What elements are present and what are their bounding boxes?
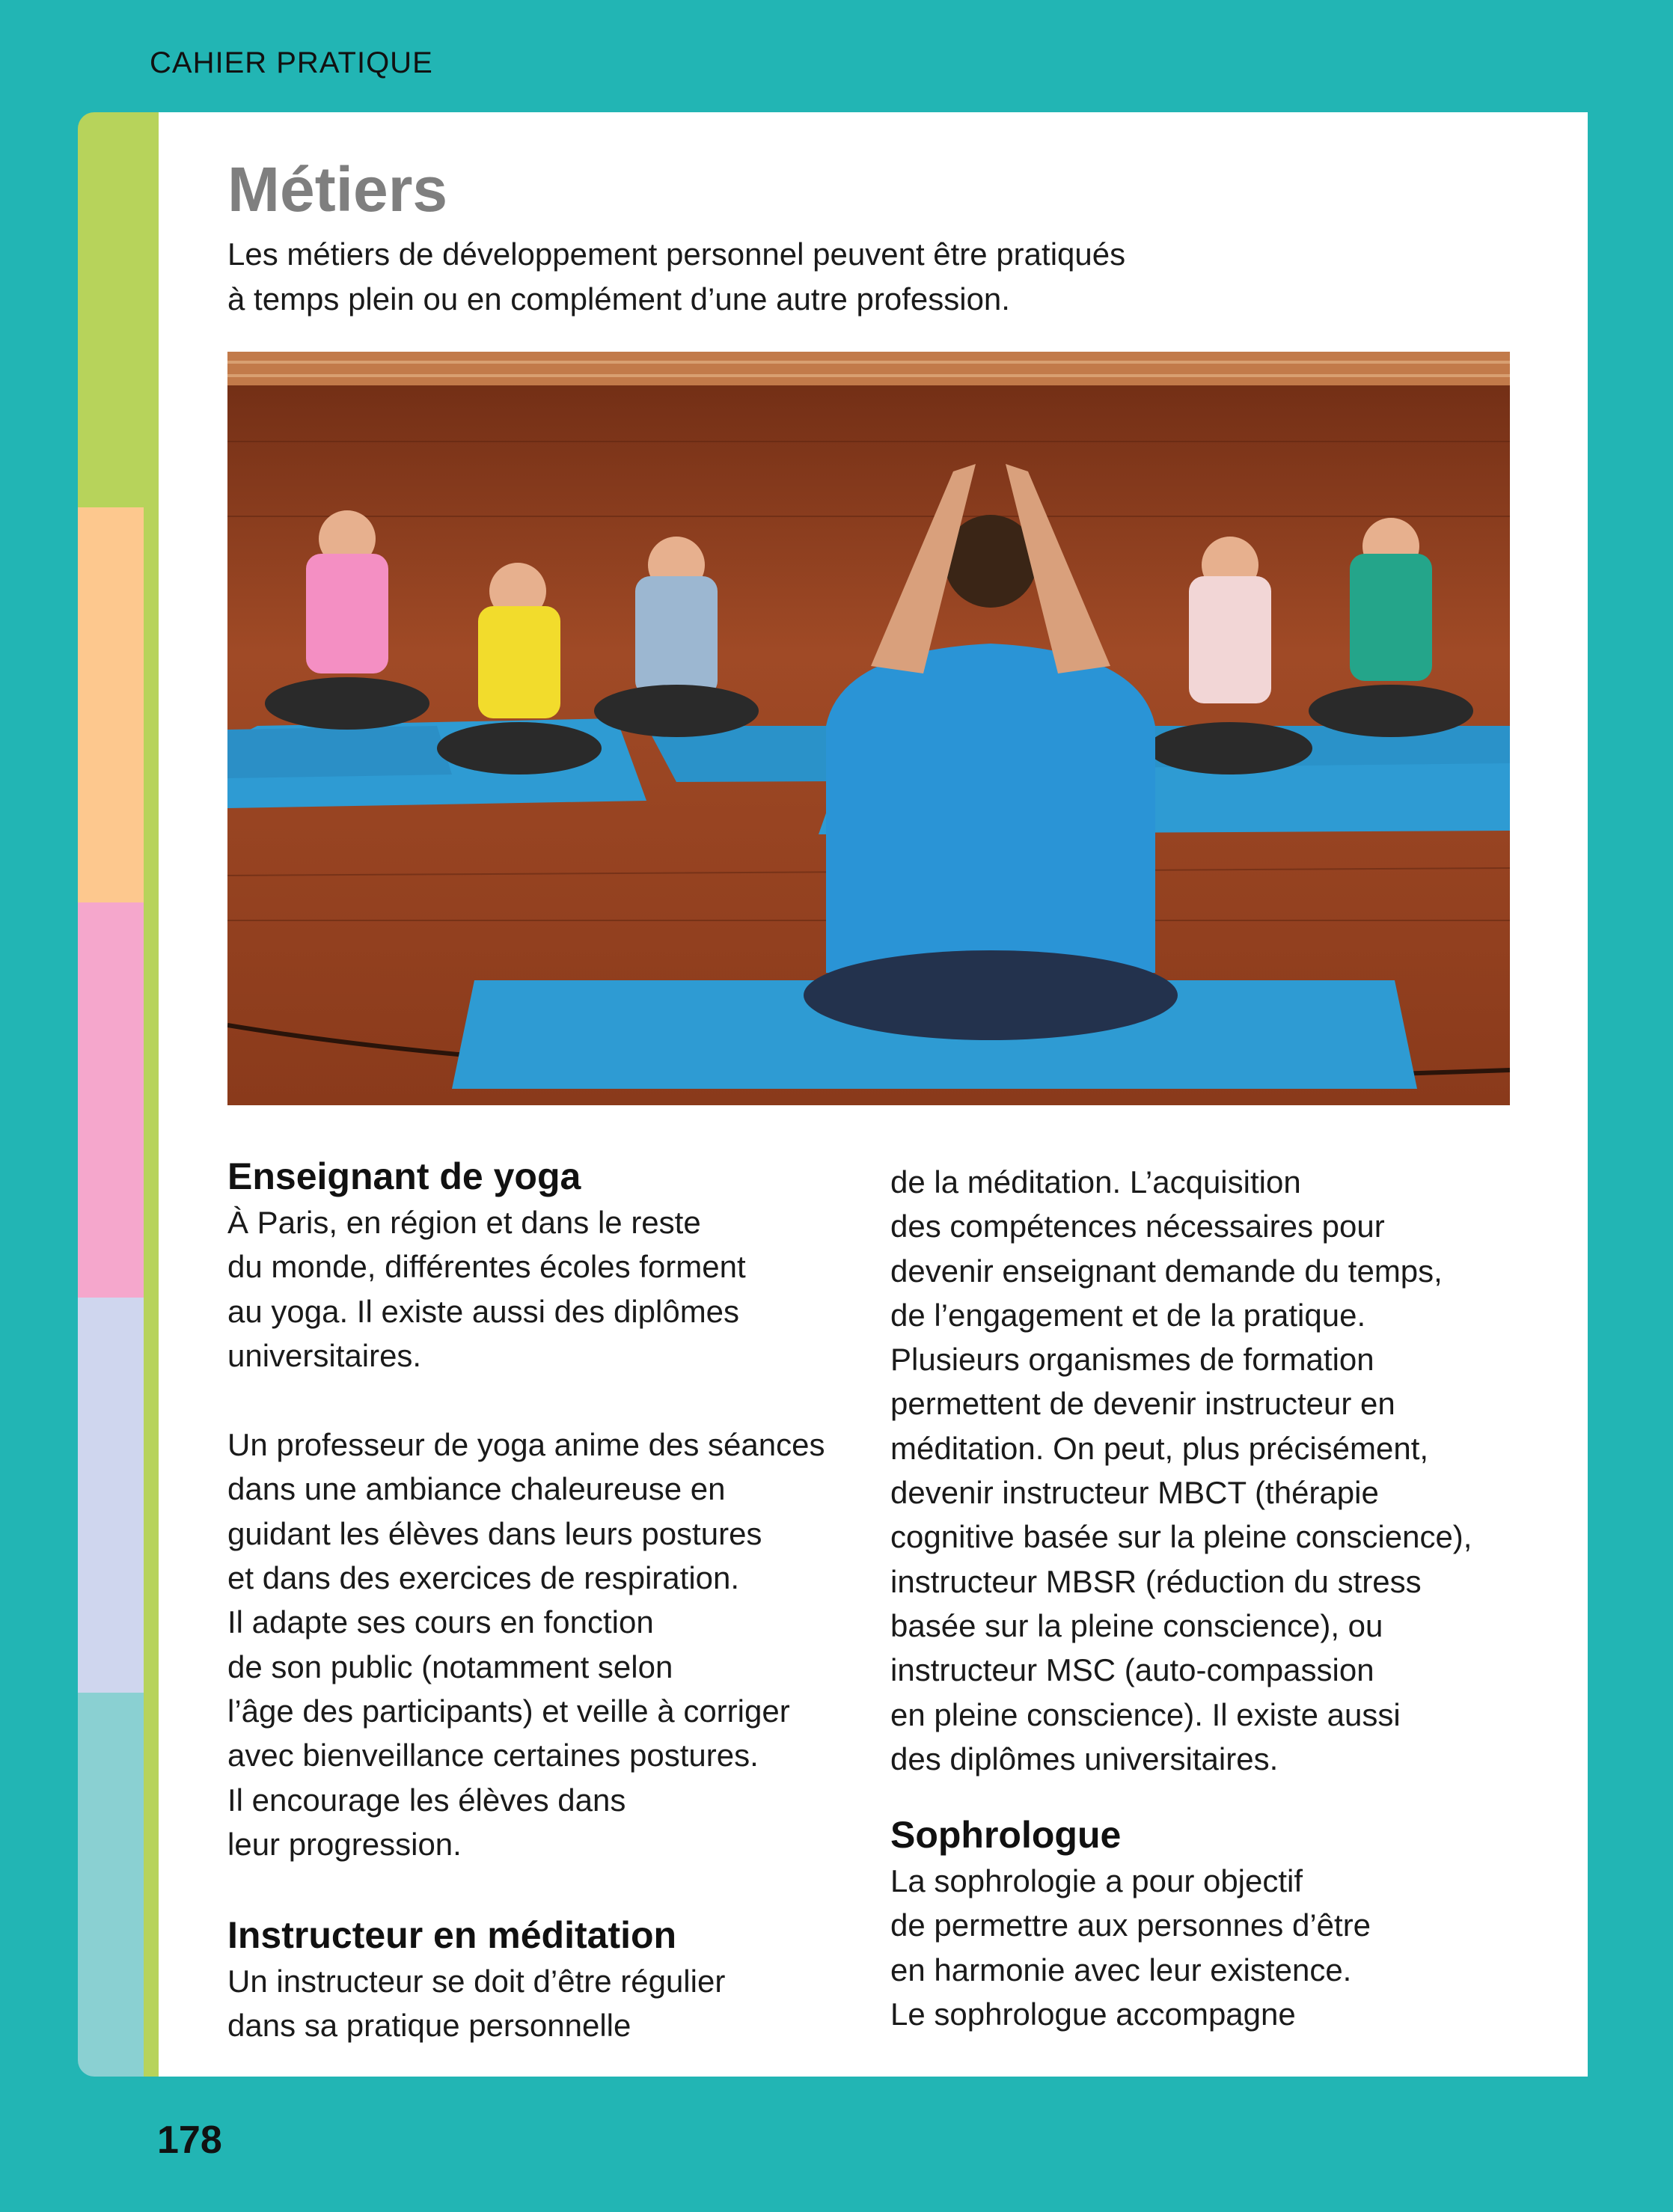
chapter-tab-sidebar	[78, 112, 144, 2077]
tab-lavender	[78, 1298, 144, 1693]
tab-teal	[78, 1693, 144, 2077]
running-head: CAHIER PRATIQUE	[150, 46, 433, 79]
paragraph-sophrologie: La sophrologie a pour objectif de permettre aux personnes d’être en harmonie avec leur existence. Le sophrologue accompagne	[890, 1863, 1371, 2032]
yoga-class-photo	[227, 352, 1510, 1105]
paragraph-meditation-continued: de la méditation. L’acquisition des compétences nécessaires pour devenir enseignant demande du temps, de l’engagement et de la pratique. Plusieurs organismes de formation permettent de devenir instructeur en méditation. On peut, plus précisément, devenir instructeur MBCT (thérapie cognitive basée sur la pleine conscience), instructeur MBSR (réduction du stress basée sur la pleine conscience), ou instructeur MSC (auto-compassion en pleine conscience). Il existe aussi des diplômes universitaires.	[890, 1164, 1472, 1776]
page-number: 178	[157, 2118, 222, 2162]
right-column	[890, 1160, 1534, 2036]
heading-sophrologue: Sophrologue	[890, 1814, 1122, 1857]
left-column	[227, 1152, 871, 2048]
tab-orange	[78, 507, 144, 902]
tab-pink	[78, 902, 144, 1298]
paragraph-meditation-start: Un instructeur se doit d’être régulier dans sa pratique personnelle	[227, 1964, 726, 2044]
heading-instructeur-meditation: Instructeur en méditation	[227, 1914, 677, 1957]
paragraph-yoga-teacher: Un professeur de yoga anime des séances dans une ambiance chaleureuse en guidant les élèves dans leurs postures et dans des exercices de respiration. Il adapte ses cours en fonction de son public (notamment selon l’âge des participants) et veille à corriger avec bienveillance certaines postures. Il encourage les élèves dans leur progression.	[227, 1427, 825, 1862]
tab-green	[78, 112, 144, 507]
intro-text: Les métiers de développement personnel peuvent être pratiqués à temps plein ou en complément d’une autre profession.	[227, 236, 1126, 317]
page-title: Métiers	[227, 154, 448, 224]
paragraph-yoga-schools: À Paris, en région et dans le reste du monde, différentes écoles forment au yoga. Il existe aussi des diplômes universitaires.	[227, 1205, 746, 1373]
heading-enseignant-yoga: Enseignant de yoga	[227, 1155, 581, 1197]
sidebar-edge	[144, 112, 159, 2077]
